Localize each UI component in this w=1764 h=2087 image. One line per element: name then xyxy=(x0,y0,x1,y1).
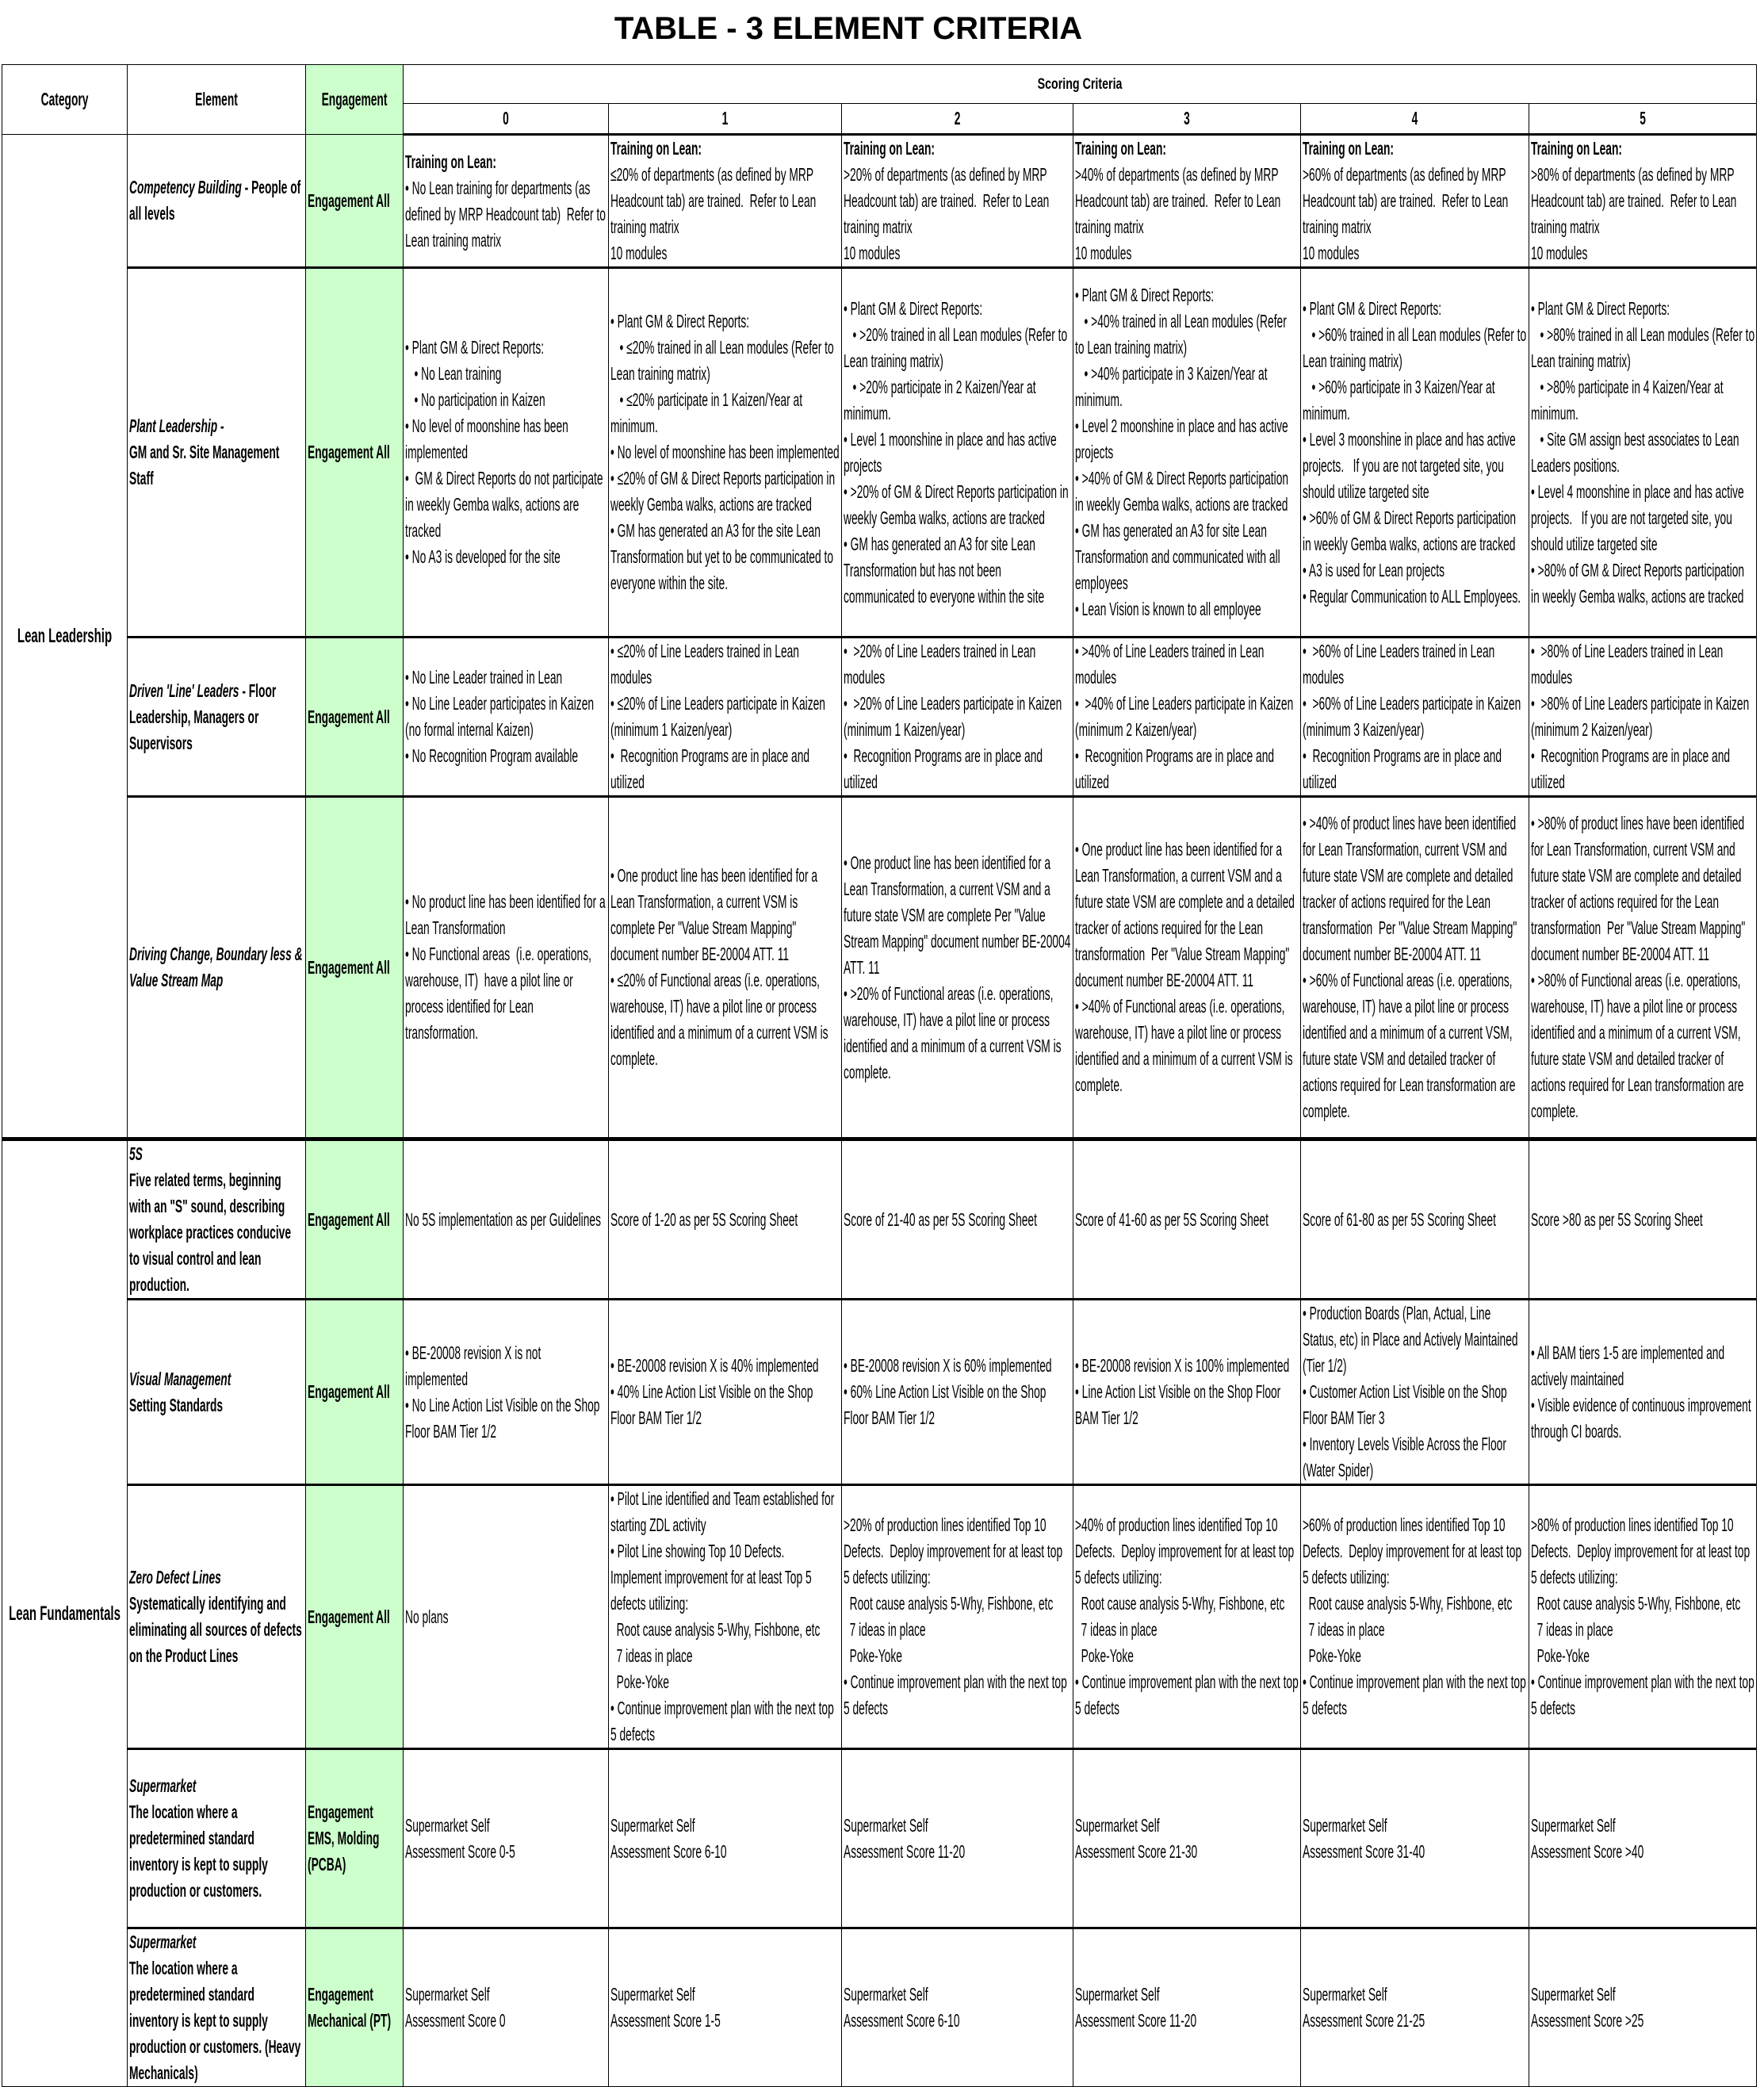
engagement-label: Engagement All xyxy=(308,706,390,727)
header-scoring-criteria-label: Scoring Criteria xyxy=(1037,75,1123,93)
criteria-line: >40% of production lines identified Top 10 Defects. Deploy improvement for at least top 5 defects utilizing: xyxy=(1075,1515,1297,1587)
criteria-line: Training on Lean: xyxy=(1531,138,1623,159)
element-cell xyxy=(128,1139,306,1300)
element-cell xyxy=(128,797,306,1139)
criteria-line: 7 ideas in place xyxy=(610,1645,693,1666)
criteria-line: Root cause analysis 5-Why, Fishbone, etc xyxy=(1531,1593,1741,1614)
criteria-line: • Level 2 moonshine in place and has active projects xyxy=(1075,415,1291,462)
table-row xyxy=(2,1300,1757,1485)
criteria-line: • ≤20% of GM & Direct Reports participation in weekly Gemba walks, actions are tracked xyxy=(610,468,838,515)
criteria-line: • Level 3 moonshine in place and has active projects. If you are not targeted site, you should utilize targeted site xyxy=(1303,428,1519,502)
score-5-cell xyxy=(1529,638,1757,797)
criteria-line: • One product line has been identified for a Lean Transformation, a current VSM is complete Per "Value Stream Mapping" document number BE-20004 ATT. 11 xyxy=(610,865,821,964)
element-description: Setting Standards xyxy=(129,1394,224,1415)
criteria-line: Assessment Score 1-5 xyxy=(610,2010,721,2031)
criteria-line: • Level 4 moonshine in place and has active projects. If you are not targeted site, you should utilize targeted site xyxy=(1531,481,1747,554)
criteria-line: • >40% of Line Leaders trained in Lean modules xyxy=(1075,641,1268,687)
engagement-label: Engagement EMS, Molding (PCBA) xyxy=(308,1802,383,1874)
criteria-line: • >20% of GM & Direct Reports participation in weekly Gemba walks, actions are tracked xyxy=(844,481,1072,528)
criteria-line: • >40% of Line Leaders participate in Kaizen (minimum 2 Kaizen/year) xyxy=(1075,693,1297,740)
criteria-line: Poke-Yoke xyxy=(610,1672,669,1692)
header-score-3 xyxy=(1073,104,1301,135)
header-score-5 xyxy=(1529,104,1757,135)
criteria-line: • Plant GM & Direct Reports: xyxy=(405,337,545,358)
criteria-line: Supermarket Self xyxy=(844,1984,928,2005)
criteria-line: • >60% of Line Leaders trained in Lean modules xyxy=(1303,641,1498,687)
criteria-line: 7 ideas in place xyxy=(1075,1619,1158,1640)
criteria-line: • Production Boards (Plan, Actual, Line Status, etc) in Place and Actively Maintained (Tier 1/2) xyxy=(1303,1303,1521,1376)
criteria-line: • BE-20008 revision X is 100% implemented xyxy=(1075,1355,1290,1376)
element-description: The location where a predetermined standard inventory is kept to supply production or customers. xyxy=(129,1802,271,1901)
score-4-cell xyxy=(1301,268,1529,638)
criteria-line: • BE-20008 revision X is 60% implemented xyxy=(844,1355,1052,1376)
score-3-cell xyxy=(1073,1139,1301,1300)
element-title: Zero Defect Lines xyxy=(129,1567,221,1587)
element-title: Supermarket xyxy=(129,1932,197,1952)
criteria-line: • ≤20% of Line Leaders trained in Lean modules xyxy=(610,641,802,687)
table-row xyxy=(2,1139,1757,1300)
header-score-1 xyxy=(609,104,842,135)
criteria-line: • >80% of Line Leaders trained in Lean modules xyxy=(1531,641,1727,687)
category-cell xyxy=(2,1139,128,2087)
element-cell xyxy=(128,638,306,797)
criteria-line: Assessment Score 6-10 xyxy=(844,2010,960,2031)
criteria-line: 10 modules xyxy=(1531,243,1588,263)
criteria-line: • >40% of GM & Direct Reports participation in weekly Gemba walks, actions are tracked xyxy=(1075,468,1291,515)
criteria-line: • A3 is used for Lean projects xyxy=(1303,559,1444,580)
criteria-line: • Plant GM & Direct Reports: xyxy=(844,297,983,319)
element-description: GM and Sr. Site Management Staff xyxy=(129,442,283,488)
criteria-line: • >80% participate in 4 Kaizen/Year at minimum. xyxy=(1531,376,1727,423)
score-5-cell xyxy=(1529,1749,1757,1928)
criteria-line: • Recognition Programs are in place and utilized xyxy=(1075,745,1277,792)
score-2-cell xyxy=(842,1928,1073,2087)
score-1-cell xyxy=(609,268,842,638)
table-row xyxy=(2,268,1757,638)
header-score-label: 2 xyxy=(954,108,961,128)
header-category-label: Category xyxy=(40,89,89,109)
criteria-line: Supermarket Self xyxy=(405,1984,490,2005)
criteria-line: • No Line Action List Visible on the Shop Floor BAM Tier 1/2 xyxy=(405,1394,603,1442)
criteria-line: • >20% trained in all Lean modules (Refer to Lean training matrix) xyxy=(844,324,1070,371)
table-row xyxy=(2,638,1757,797)
score-4-cell xyxy=(1301,1928,1529,2087)
criteria-line: Assessment Score 21-25 xyxy=(1303,2010,1425,2031)
element-title: 5S xyxy=(129,1143,143,1164)
engagement-cell xyxy=(306,1300,404,1485)
criteria-line: • >40% of product lines have been identified for Lean Transformation, current VSM and future state VSM are complete and detailed tracker of actions required for the Lean transformation Per "Value Stream Mapping" document number BE-20004 ATT. 11 xyxy=(1303,813,1521,964)
criteria-line: • No Lean training xyxy=(405,363,502,384)
score-0-cell xyxy=(404,268,609,638)
score-0-cell xyxy=(404,135,609,268)
element-description: The location where a predetermined standard inventory is kept to supply production or customers. (Heavy Mechanicals) xyxy=(129,1958,304,2083)
score-0-cell xyxy=(404,1485,609,1749)
score-0-cell xyxy=(404,1928,609,2087)
score-1-cell xyxy=(609,797,842,1139)
criteria-line: • >80% of product lines have been identified for Lean Transformation, current VSM and future state VSM are complete and detailed tracker of actions required for the Lean transformation Per "Value Stream Mapping" document number BE-20004 ATT. 11 xyxy=(1531,813,1749,964)
engagement-label: Engagement All xyxy=(308,190,390,211)
engagement-label: Engagement All xyxy=(308,1208,390,1230)
score-2-cell xyxy=(842,135,1073,268)
score-1-cell xyxy=(609,1749,842,1928)
criteria-line: Assessment Score 0-5 xyxy=(405,1840,515,1862)
criteria-line: • Line Action List Visible on the Shop Floor BAM Tier 1/2 xyxy=(1075,1381,1284,1428)
score-0-cell xyxy=(404,1139,609,1300)
criteria-line: Supermarket Self xyxy=(1075,1984,1160,2005)
table-row xyxy=(2,1749,1757,1928)
criteria-line: • No Lean training for departments (as defined by MRP Headcount tab) Refer to Lean training matrix xyxy=(405,177,609,251)
score-1-cell xyxy=(609,135,842,268)
element-title: Supermarket xyxy=(129,1775,197,1796)
header-score-label: 4 xyxy=(1411,108,1418,128)
table-row xyxy=(2,135,1757,268)
element-title: Driving Change, Boundary less & Value Stream Map xyxy=(129,944,306,990)
score-4-cell xyxy=(1301,1300,1529,1485)
criteria-line: 7 ideas in place xyxy=(1303,1619,1385,1640)
criteria-line: Root cause analysis 5-Why, Fishbone, etc xyxy=(1075,1593,1285,1614)
criteria-line: • One product line has been identified for a Lean Transformation, a current VSM and a future state VSM are complete Per "Value Stream Mapping" document number BE-20004 ATT. 11 xyxy=(844,852,1073,978)
criteria-line: • Pilot Line identified and Team established for starting ZDL activity xyxy=(610,1488,838,1535)
criteria-line: Supermarket Self xyxy=(1531,1984,1616,2005)
score-1-cell xyxy=(609,1928,842,2087)
criteria-line: • >20% of Line Leaders trained in Lean modules xyxy=(844,641,1039,687)
criteria-line: • ≤20% of Line Leaders participate in Kaizen (minimum 1 Kaizen/year) xyxy=(610,693,828,740)
criteria-line: • Continue improvement plan with the next top 5 defects xyxy=(1075,1672,1302,1718)
criteria-line: Supermarket Self xyxy=(610,1984,695,2005)
criteria-line: • >80% of GM & Direct Reports participation in weekly Gemba walks, actions are tracked xyxy=(1531,559,1747,607)
criteria-line: • Lean Vision is known to all employee xyxy=(1075,599,1261,619)
engagement-cell xyxy=(306,1928,404,2087)
category-cell xyxy=(2,135,128,1139)
criteria-line: Assessment Score 21-30 xyxy=(1075,1840,1198,1862)
criteria-line: • 60% Line Action List Visible on the Shop Floor BAM Tier 1/2 xyxy=(844,1381,1050,1428)
criteria-line: • Plant GM & Direct Reports: xyxy=(1531,297,1670,319)
criteria-line: • Regular Communication to ALL Employees. xyxy=(1303,585,1521,607)
criteria-line: Poke-Yoke xyxy=(1075,1645,1134,1666)
score-3-cell xyxy=(1073,797,1301,1139)
criteria-line: • No Functional areas (i.e. operations, warehouse, IT) have a pilot line or process identified for Lean transformation. xyxy=(405,944,595,1043)
score-3-cell xyxy=(1073,638,1301,797)
criteria-line: • Recognition Programs are in place and utilized xyxy=(844,745,1046,792)
element-cell xyxy=(128,268,306,638)
element-description: - People of all levels xyxy=(129,177,304,224)
criteria-line: • >60% of GM & Direct Reports participation in weekly Gemba walks, actions are tracked xyxy=(1303,507,1519,554)
score-3-cell xyxy=(1073,135,1301,268)
score-5-cell xyxy=(1529,268,1757,638)
criteria-line: • No level of moonshine has been implemented xyxy=(405,415,572,462)
criteria-line: Training on Lean: xyxy=(1075,138,1167,159)
criteria-line: Score of 61-80 as per 5S Scoring Sheet xyxy=(1303,1208,1496,1230)
criteria-line: Assessment Score >25 xyxy=(1531,2010,1644,2031)
criteria-line: • ≤20% of Functional areas (i.e. operations, warehouse, IT) have a pilot line or process identified and a minimum of a current VSM is complete. xyxy=(610,970,832,1069)
score-5-cell xyxy=(1529,1139,1757,1300)
engagement-cell xyxy=(306,638,404,797)
element-title: Visual Management xyxy=(129,1368,232,1389)
criteria-line: • Visible evidence of continuous improvement through CI boards. xyxy=(1531,1394,1754,1442)
criteria-line: Poke-Yoke xyxy=(1303,1645,1361,1666)
header-score-2 xyxy=(842,104,1073,135)
header-score-label: 3 xyxy=(1184,108,1190,128)
criteria-line: Training on Lean: xyxy=(610,138,702,159)
criteria-line: Assessment Score 6-10 xyxy=(610,1840,727,1862)
criteria-line: >20% of departments (as defined by MRP Headcount tab) are trained. Refer to Lean training matrix xyxy=(844,164,1053,237)
score-4-cell xyxy=(1301,135,1529,268)
criteria-line: • >40% trained in all Lean modules (Refer to Lean training matrix) xyxy=(1075,311,1290,358)
criteria-line: • GM has generated an A3 for site Lean Transformation and communicated with all employees xyxy=(1075,520,1284,593)
engagement-cell xyxy=(306,135,404,268)
criteria-line: • Pilot Line showing Top 10 Defects. Implement improvement for at least Top 5 defects utilizing: xyxy=(610,1541,815,1614)
criteria-line: • No product line has been identified for a Lean Transformation xyxy=(405,891,609,938)
criteria-line: No plans xyxy=(405,1606,449,1627)
criteria-line: Assessment Score >40 xyxy=(1531,1840,1644,1862)
element-cell xyxy=(128,135,306,268)
score-3-cell xyxy=(1073,1300,1301,1485)
score-0-cell xyxy=(404,797,609,1139)
score-2-cell xyxy=(842,268,1073,638)
criteria-line: Training on Lean: xyxy=(844,138,936,159)
element-description: Systematically identifying and eliminating all sources of defects on the Product Lines xyxy=(129,1593,305,1666)
element-description: - Floor Leadership, Managers or Supervisors xyxy=(129,680,280,753)
criteria-line: • >80% trained in all Lean modules (Refer to Lean training matrix) xyxy=(1531,324,1758,371)
criteria-line: Score of 41-60 as per 5S Scoring Sheet xyxy=(1075,1208,1268,1230)
header-scoring-criteria xyxy=(404,65,1757,104)
score-3-cell xyxy=(1073,268,1301,638)
criteria-line: • GM has generated an A3 for site Lean Transformation but has not been communicated to everyone within the site xyxy=(844,533,1045,607)
header-score-0 xyxy=(404,104,609,135)
criteria-line: Supermarket Self xyxy=(405,1814,490,1836)
table-row xyxy=(2,1928,1757,2087)
score-0-cell xyxy=(404,1300,609,1485)
criteria-line: • BE-20008 revision X is not implemented xyxy=(405,1342,545,1389)
engagement-label: Engagement All xyxy=(308,1606,390,1627)
criteria-line: • Recognition Programs are in place and utilized xyxy=(1531,745,1733,792)
criteria-line: • 40% Line Action List Visible on the Shop Floor BAM Tier 1/2 xyxy=(610,1381,817,1428)
score-3-cell xyxy=(1073,1928,1301,2087)
score-1-cell xyxy=(609,1139,842,1300)
score-4-cell xyxy=(1301,1485,1529,1749)
criteria-line: • BE-20008 revision X is 40% implemented xyxy=(610,1355,819,1376)
criteria-line: >80% of departments (as defined by MRP Headcount tab) are trained. Refer to Lean training matrix xyxy=(1531,164,1740,237)
criteria-line: • Continue improvement plan with the next top 5 defects xyxy=(610,1698,837,1744)
element-title: Competency Building xyxy=(129,177,242,197)
score-2-cell xyxy=(842,1300,1073,1485)
score-5-cell xyxy=(1529,135,1757,268)
criteria-line: • Site GM assign best associates to Lean Leaders positions. xyxy=(1531,428,1743,476)
score-0-cell xyxy=(404,1749,609,1928)
table-row xyxy=(2,797,1757,1139)
score-1-cell xyxy=(609,1300,842,1485)
header-engagement-label: Engagement xyxy=(321,89,388,109)
score-2-cell xyxy=(842,1485,1073,1749)
criteria-line: • One product line has been identified for a Lean Transformation, a current VSM and a future state VSM are complete and a detailed tracker of actions required for the Lean transformation Per "Value Stream Mapping" document number BE-20004 ATT. 11 xyxy=(1075,839,1298,990)
category-label: Lean Leadership xyxy=(17,624,113,647)
header-element xyxy=(128,65,306,135)
score-4-cell xyxy=(1301,638,1529,797)
criteria-line: 10 modules xyxy=(1075,243,1132,263)
score-5-cell xyxy=(1529,1485,1757,1749)
element-title: Plant Leadership - xyxy=(129,415,224,436)
score-4-cell xyxy=(1301,1139,1529,1300)
criteria-line: 10 modules xyxy=(844,243,901,263)
score-2-cell xyxy=(842,1749,1073,1928)
criteria-line: • No Recognition Program available xyxy=(405,745,579,766)
criteria-line: Poke-Yoke xyxy=(844,1645,902,1666)
score-4-cell xyxy=(1301,1749,1529,1928)
criteria-line: Assessment Score 0 xyxy=(405,2010,506,2031)
element-criteria-table xyxy=(2,64,1757,2087)
criteria-line: • >20% of Functional areas (i.e. operations, warehouse, IT) have a pilot line or process identified and a minimum of a current VSM is complete. xyxy=(844,982,1065,1082)
engagement-cell xyxy=(306,797,404,1139)
criteria-line: • Plant GM & Direct Reports: xyxy=(1303,297,1442,319)
criteria-line: Root cause analysis 5-Why, Fishbone, etc xyxy=(844,1593,1054,1614)
engagement-cell xyxy=(306,1749,404,1928)
criteria-line: Assessment Score 31-40 xyxy=(1303,1840,1425,1862)
criteria-line: • GM & Direct Reports do not participate in weekly Gemba walks, actions are tracked xyxy=(405,468,606,541)
criteria-line: • ≤20% participate in 1 Kaizen/Year at minimum. xyxy=(610,389,805,436)
criteria-line: • No A3 is developed for the site xyxy=(405,546,561,567)
criteria-line: • ≤20% trained in all Lean modules (Refer to Lean training matrix) xyxy=(610,337,837,384)
score-1-cell xyxy=(609,638,842,797)
score-4-cell xyxy=(1301,797,1529,1139)
header-score-label: 0 xyxy=(503,108,509,128)
criteria-line: Poke-Yoke xyxy=(1531,1645,1590,1666)
header-engagement xyxy=(306,65,404,135)
score-2-cell xyxy=(842,1139,1073,1300)
criteria-line: 7 ideas in place xyxy=(844,1619,926,1640)
criteria-line: • Continue improvement plan with the next top 5 defects xyxy=(1303,1672,1529,1718)
element-title: Driven 'Line' Leaders xyxy=(129,680,239,701)
engagement-label: Engagement All xyxy=(308,442,390,462)
criteria-line: • GM has generated an A3 for the site Lean Transformation but yet to be communicated to everyone within the site. xyxy=(610,520,836,593)
header-category xyxy=(2,65,128,135)
criteria-line: • No participation in Kaizen xyxy=(405,389,545,410)
header-score-4 xyxy=(1301,104,1529,135)
criteria-line: • Plant GM & Direct Reports: xyxy=(1075,285,1215,305)
engagement-cell xyxy=(306,1139,404,1300)
criteria-line: • Plant GM & Direct Reports: xyxy=(610,311,750,331)
criteria-line: • Recognition Programs are in place and utilized xyxy=(1303,745,1505,792)
criteria-line: Assessment Score 11-20 xyxy=(1075,2010,1197,2031)
score-3-cell xyxy=(1073,1485,1301,1749)
score-5-cell xyxy=(1529,797,1757,1139)
criteria-line: >40% of departments (as defined by MRP Headcount tab) are trained. Refer to Lean training matrix xyxy=(1075,164,1284,237)
criteria-line: • No Line Leader trained in Lean xyxy=(405,667,563,687)
criteria-line: >60% of production lines identified Top 10 Defects. Deploy improvement for at least top 5 defects utilizing: xyxy=(1303,1515,1525,1587)
criteria-line: >80% of production lines identified Top 10 Defects. Deploy improvement for at least top 5 defects utilizing: xyxy=(1531,1515,1753,1587)
criteria-line: Training on Lean: xyxy=(405,151,497,172)
element-description: Five related terms, beginning with an "S" sound, describing workplace practices conducive to visual control and lean production. xyxy=(129,1170,294,1295)
criteria-line: • >20% of Line Leaders participate in Kaizen (minimum 1 Kaizen/year) xyxy=(844,693,1066,740)
score-2-cell xyxy=(842,638,1073,797)
criteria-line: • >60% of Line Leaders participate in Kaizen (minimum 3 Kaizen/year) xyxy=(1303,693,1525,740)
criteria-line: • >60% participate in 3 Kaizen/Year at minimum. xyxy=(1303,376,1498,423)
header-score-label: 5 xyxy=(1640,108,1646,128)
criteria-line: >60% of departments (as defined by MRP Headcount tab) are trained. Refer to Lean training matrix xyxy=(1303,164,1512,237)
criteria-line: • No level of moonshine has been implemented xyxy=(610,442,840,462)
criteria-line: • All BAM tiers 1-5 are implemented and actively maintained xyxy=(1531,1342,1728,1389)
criteria-line: 7 ideas in place xyxy=(1531,1619,1613,1640)
criteria-line: Supermarket Self xyxy=(1303,1984,1387,2005)
criteria-line: Supermarket Self xyxy=(844,1814,928,1836)
engagement-cell xyxy=(306,268,404,638)
criteria-line: 10 modules xyxy=(610,243,668,263)
criteria-line: No 5S implementation as per Guidelines xyxy=(405,1208,602,1230)
criteria-line: Supermarket Self xyxy=(1531,1814,1616,1836)
element-cell xyxy=(128,1485,306,1749)
score-0-cell xyxy=(404,638,609,797)
criteria-line: • >80% of Line Leaders participate in Kaizen (minimum 2 Kaizen/year) xyxy=(1531,693,1753,740)
engagement-label: Engagement Mechanical (PT) xyxy=(308,1984,392,2031)
criteria-line: • Continue improvement plan with the next top 5 defects xyxy=(844,1672,1070,1718)
criteria-line: • Inventory Levels Visible Across the Floor (Water Spider) xyxy=(1303,1434,1510,1480)
header-score-label: 1 xyxy=(721,108,729,128)
engagement-cell xyxy=(306,1485,404,1749)
criteria-line: Supermarket Self xyxy=(1303,1814,1387,1836)
element-cell xyxy=(128,1300,306,1485)
criteria-line: • >20% participate in 2 Kaizen/Year at minimum. xyxy=(844,376,1039,423)
criteria-line: Root cause analysis 5-Why, Fishbone, etc xyxy=(610,1619,821,1640)
criteria-line: Training on Lean: xyxy=(1303,138,1395,159)
page-title: TABLE - 3 ELEMENT CRITERIA xyxy=(614,11,1083,46)
score-5-cell xyxy=(1529,1928,1757,2087)
criteria-line: ≤20% of departments (as defined by MRP Headcount tab) are trained. Refer to Lean training matrix xyxy=(610,164,820,237)
category-label: Lean Fundamentals xyxy=(9,1602,121,1625)
score-1-cell xyxy=(609,1485,842,1749)
score-5-cell xyxy=(1529,1300,1757,1485)
criteria-line: • >40% of Functional areas (i.e. operations, warehouse, IT) have a pilot line or process identified and a minimum of a current VSM is complete. xyxy=(1075,996,1296,1095)
criteria-line: Score of 1-20 as per 5S Scoring Sheet xyxy=(610,1208,798,1230)
criteria-line: 10 modules xyxy=(1303,243,1360,263)
engagement-label: Engagement All xyxy=(308,956,390,978)
score-2-cell xyxy=(842,797,1073,1139)
engagement-label: Engagement All xyxy=(308,1381,390,1402)
criteria-line: • >40% participate in 3 Kaizen/Year at minimum. xyxy=(1075,363,1271,410)
criteria-line: Supermarket Self xyxy=(1075,1814,1160,1836)
criteria-line: • >80% of Functional areas (i.e. operations, warehouse, IT) have a pilot line or process identified and a minimum of a current VSM, future state VSM and detailed tracker of actions required for Lean transformation are complete. xyxy=(1531,970,1747,1121)
criteria-line: • >60% of Functional areas (i.e. operations, warehouse, IT) have a pilot line or process identified and a minimum of a current VSM, future state VSM and detailed tracker of actions required for Lean transformation are complete. xyxy=(1303,970,1519,1121)
criteria-line: Root cause analysis 5-Why, Fishbone, etc xyxy=(1303,1593,1513,1614)
criteria-line: • No Line Leader participates in Kaizen (no formal internal Kaizen) xyxy=(405,693,597,740)
criteria-line: Score of 21-40 as per 5S Scoring Sheet xyxy=(844,1208,1037,1230)
element-cell xyxy=(128,1928,306,2087)
criteria-line: • Customer Action List Visible on the Shop Floor BAM Tier 3 xyxy=(1303,1381,1510,1428)
criteria-line: >20% of production lines identified Top 10 Defects. Deploy improvement for at least top 5 defects utilizing: xyxy=(844,1515,1066,1587)
criteria-line: • Recognition Programs are in place and utilized xyxy=(610,745,813,792)
criteria-line: Assessment Score 11-20 xyxy=(844,1840,966,1862)
criteria-line: • Level 1 moonshine in place and has active projects xyxy=(844,428,1060,476)
criteria-line: • Continue improvement plan with the next top 5 defects xyxy=(1531,1672,1758,1718)
element-cell xyxy=(128,1749,306,1928)
criteria-line: Score >80 as per 5S Scoring Sheet xyxy=(1531,1208,1703,1230)
header-element-label: Element xyxy=(195,89,238,109)
table-row xyxy=(2,1485,1757,1749)
criteria-line: • >60% trained in all Lean modules (Refer to Lean training matrix) xyxy=(1303,324,1529,371)
score-3-cell xyxy=(1073,1749,1301,1928)
criteria-line: Supermarket Self xyxy=(610,1814,695,1836)
